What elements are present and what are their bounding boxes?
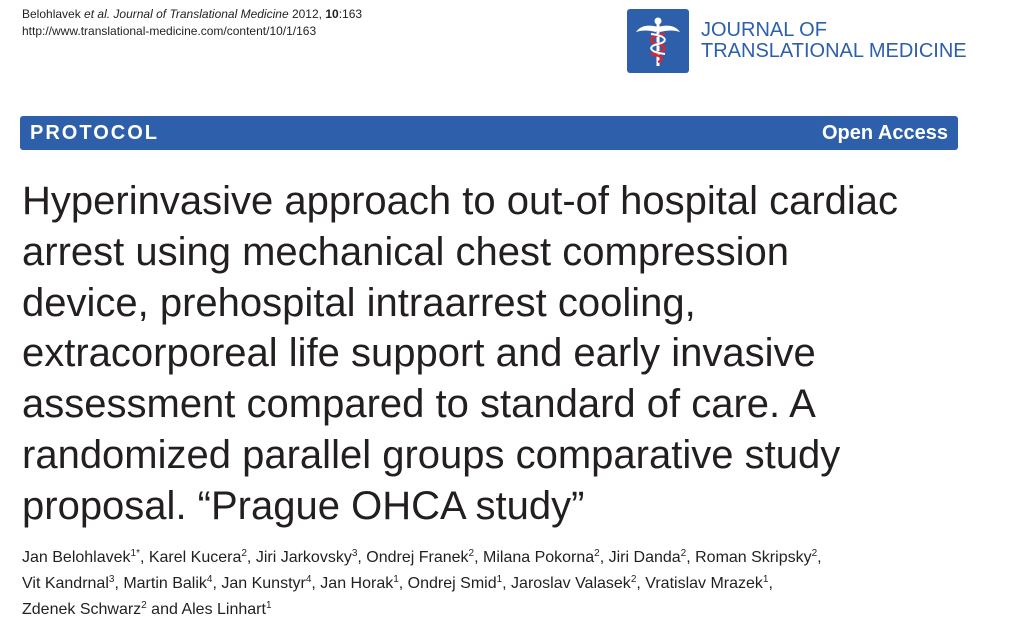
open-access-label[interactable]: Open Access bbox=[822, 121, 948, 144]
author-affiliation: 2 bbox=[468, 548, 475, 559]
author-name[interactable]: Jan Belohlavek bbox=[22, 549, 131, 566]
author-name[interactable]: Karel Kucera bbox=[148, 549, 242, 566]
author-name[interactable]: Ondrej Franek bbox=[366, 549, 469, 566]
author-separator: and bbox=[146, 601, 182, 618]
author-affiliation: 2 bbox=[594, 548, 600, 559]
author-name[interactable]: Martin Balik bbox=[123, 575, 207, 592]
title-line: extracorporeal life support and early invasive bbox=[22, 331, 816, 376]
title-line: proposal. “Prague OHCA study” bbox=[22, 483, 585, 528]
author-name[interactable]: Jaroslav Valasek bbox=[511, 575, 631, 592]
author-line bbox=[22, 545, 1002, 571]
author-affiliation: 2 bbox=[811, 548, 818, 559]
author-separator: , bbox=[768, 575, 773, 592]
author-line bbox=[22, 571, 1002, 597]
author-separator: , bbox=[357, 549, 367, 566]
author-name[interactable]: Milana Pokorna bbox=[483, 549, 595, 566]
author-name[interactable]: Vratislav Mrazek bbox=[645, 575, 763, 592]
citation-volume: 10 bbox=[325, 7, 339, 21]
citation-header bbox=[22, 6, 362, 40]
author-affiliation: 1* bbox=[130, 548, 140, 559]
author-name[interactable]: Zdenek Schwarz bbox=[22, 601, 142, 618]
article-type-label: PROTOCOL bbox=[30, 121, 159, 144]
article-type-banner bbox=[20, 116, 958, 150]
author-separator: , bbox=[246, 549, 256, 566]
author-separator: , bbox=[502, 575, 512, 592]
author-affiliation: 3 bbox=[351, 548, 358, 559]
logo-line-1: JOURNAL OF bbox=[701, 19, 827, 41]
author-affiliation: 2 bbox=[141, 600, 147, 611]
author-affiliation: 4 bbox=[305, 574, 312, 585]
author-name[interactable]: Ondrej Smid bbox=[407, 575, 497, 592]
author-separator: , bbox=[139, 549, 149, 566]
author-affiliation: 1 bbox=[393, 574, 399, 585]
author-affiliation: 3 bbox=[108, 574, 115, 585]
logo-line-2: TRANSLATIONAL MEDICINE bbox=[701, 40, 967, 62]
author-name[interactable]: Vit Kandrnal bbox=[22, 575, 109, 592]
title-line: Hyperinvasive approach to out-of hospital cardiac bbox=[22, 179, 899, 223]
citation-journal: Journal of Translational Medicine bbox=[110, 7, 289, 21]
citation-author: Belohlavek bbox=[22, 7, 81, 21]
author-separator: , bbox=[212, 575, 222, 592]
author-affiliation: 2 bbox=[680, 548, 687, 559]
author-name[interactable]: Jiri Danda bbox=[608, 549, 681, 566]
author-separator: , bbox=[398, 575, 408, 592]
journal-logo[interactable] bbox=[627, 8, 967, 74]
author-separator: , bbox=[817, 549, 822, 566]
author-name[interactable]: Ales Linhart bbox=[181, 601, 266, 618]
title-line: randomized parallel groups comparative study bbox=[22, 432, 841, 477]
author-list bbox=[22, 545, 1002, 623]
author-name[interactable]: Roman Skripsky bbox=[695, 549, 812, 566]
author-affiliation: 2 bbox=[241, 548, 247, 559]
author-name[interactable]: Jan Horak bbox=[320, 575, 394, 592]
author-affiliation: 4 bbox=[206, 574, 213, 585]
author-separator: , bbox=[474, 549, 483, 566]
citation-pages: :163 bbox=[338, 7, 363, 21]
author-name[interactable]: Jan Kunstyr bbox=[221, 575, 306, 592]
author-affiliation: 1 bbox=[265, 600, 272, 611]
author-affiliation: 2 bbox=[630, 574, 637, 585]
author-affiliation: 1 bbox=[496, 574, 503, 585]
author-separator: , bbox=[636, 575, 646, 592]
author-affiliation: 1 bbox=[762, 574, 769, 585]
author-separator: , bbox=[311, 575, 321, 592]
article-title bbox=[22, 176, 1002, 532]
author-name[interactable]: Jiri Jarkovsky bbox=[255, 549, 352, 566]
title-line: device, prehospital intraarrest cooling, bbox=[22, 280, 696, 325]
citation-line bbox=[22, 6, 362, 23]
author-separator: , bbox=[686, 549, 696, 566]
title-line: assessment compared to standard of care. A bbox=[22, 382, 816, 427]
citation-year: 2012, bbox=[288, 7, 326, 21]
author-separator: , bbox=[599, 549, 609, 566]
author-separator: , bbox=[114, 575, 124, 592]
citation-url[interactable]: http://www.translational-medicine.com/content/10/1/163 bbox=[22, 24, 317, 38]
citation-et-al: et al. bbox=[80, 7, 111, 21]
caduceus-icon bbox=[627, 9, 689, 73]
title-line: arrest using mechanical chest compression bbox=[22, 229, 790, 274]
logo-text bbox=[701, 20, 967, 62]
author-line bbox=[22, 597, 1002, 623]
